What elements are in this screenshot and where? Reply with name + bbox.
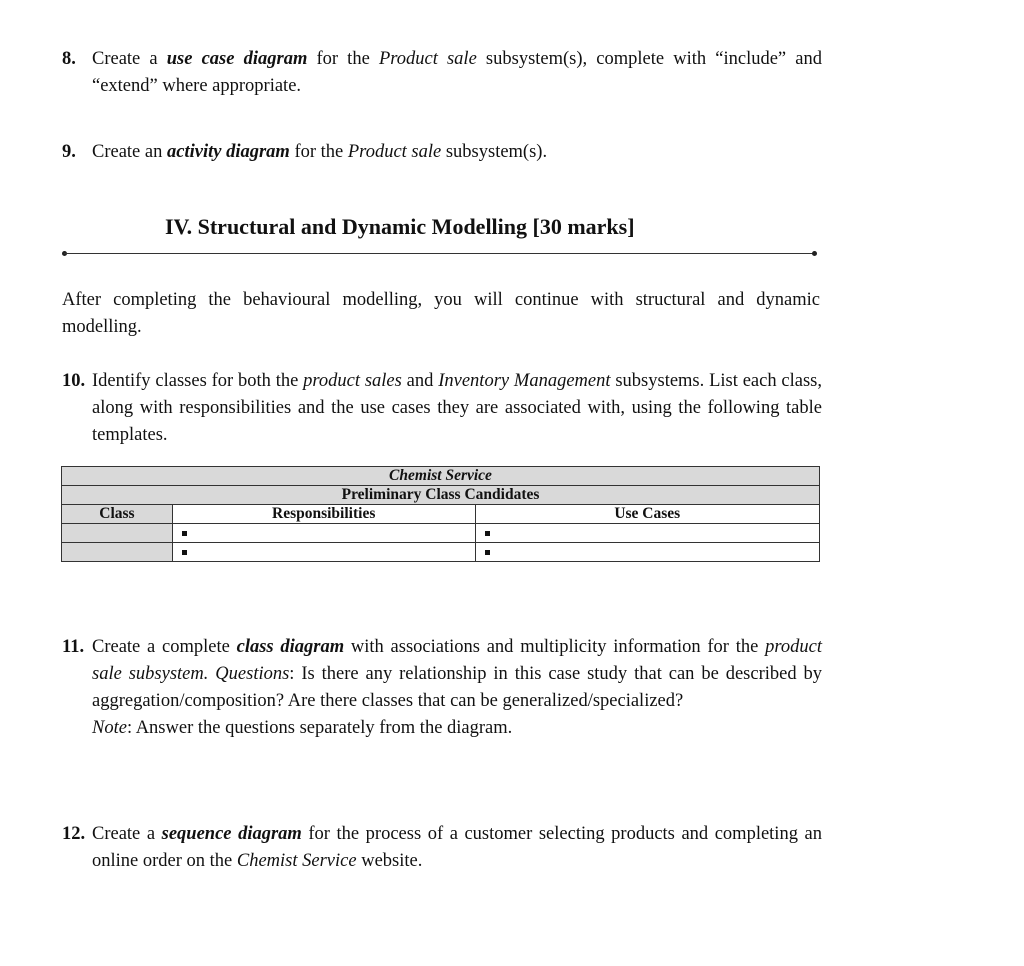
class-cell — [62, 524, 173, 543]
question-text: : Is there any relationship in this case study that can be described by aggregation/composition? Are there classes that can be generalized/specialized? — [92, 664, 823, 711]
section-divider — [64, 253, 816, 254]
emphasis-term: use case diagram — [166, 49, 308, 69]
emphasis-term: activity diagram — [167, 142, 290, 162]
question-number: 12. — [62, 824, 86, 844]
question-text: Create a — [92, 824, 162, 844]
note-label: Note — [92, 718, 127, 738]
question-number: 9. — [62, 142, 76, 162]
question-text: . — [203, 664, 216, 684]
class-cell — [62, 543, 173, 562]
question-text: for the — [289, 142, 348, 162]
table-title: Chemist Service — [62, 467, 820, 486]
question-text: Create an — [92, 142, 167, 162]
table-row — [62, 543, 820, 562]
use-cases-cell — [475, 543, 819, 562]
question-12 — [62, 821, 822, 875]
column-header-responsibilities: Responsibilities — [172, 505, 475, 524]
emphasis-term: sequence diagram — [161, 824, 302, 844]
question-9 — [62, 139, 822, 166]
question-text: and — [401, 371, 439, 391]
table-subtitle: Preliminary Class Candidates — [62, 486, 820, 505]
question-8 — [62, 46, 822, 100]
column-header-use-cases: Use Cases — [475, 505, 819, 524]
subsystem-name: Product sale — [378, 49, 477, 69]
question-text: Identify classes for both the — [92, 371, 304, 391]
intro-paragraph: After completing the behavioural modelling, you will continue with structural and dynamic modelling. — [62, 290, 820, 337]
rule-right-dot — [812, 251, 817, 256]
subsystem-name: Inventory Management — [438, 371, 611, 391]
question-text: subsystem(s). — [441, 142, 548, 162]
responsibilities-cell — [172, 543, 475, 562]
question-11 — [62, 634, 822, 742]
bullet-icon — [485, 550, 490, 555]
emphasis-term: class diagram — [236, 637, 345, 657]
questions-label: Questions — [215, 664, 290, 684]
bullet-icon — [485, 531, 490, 536]
table-row — [62, 524, 820, 543]
question-number: 8. — [62, 49, 76, 69]
column-header-class: Class — [62, 505, 173, 524]
question-text: for the process of a customer selecting products and completing an online order on the — [92, 824, 822, 871]
question-number: 11. — [62, 637, 85, 657]
question-text: subsystem(s), complete with “include” and “extend” where appropriate. — [92, 49, 822, 96]
question-text: Create a — [92, 49, 167, 69]
question-text: with associations and multiplicity information for the — [344, 637, 766, 657]
class-candidates-table — [61, 466, 820, 562]
bullet-icon — [182, 550, 187, 555]
responsibilities-cell — [172, 524, 475, 543]
section-title: IV. Structural and Dynamic Modelling [30 marks] — [165, 214, 635, 239]
use-cases-cell — [475, 524, 819, 543]
website-name: Chemist Service — [236, 851, 357, 871]
note-text: : Answer the questions separately from the diagram. — [126, 718, 513, 738]
question-10 — [62, 368, 822, 449]
question-text: website. — [356, 851, 423, 871]
question-text: subsystems. List each class, along with responsibilities and the use cases they are associated with, using the following table templates. — [92, 371, 822, 445]
question-text: Create a complete — [92, 637, 237, 657]
subsystem-name: product sales — [303, 371, 402, 391]
question-text: for the — [307, 49, 379, 69]
subsystem-name: Product sale — [347, 142, 442, 162]
bullet-icon — [182, 531, 187, 536]
question-number: 10. — [62, 371, 86, 391]
subsystem-name: product sale subsystem — [92, 637, 822, 684]
